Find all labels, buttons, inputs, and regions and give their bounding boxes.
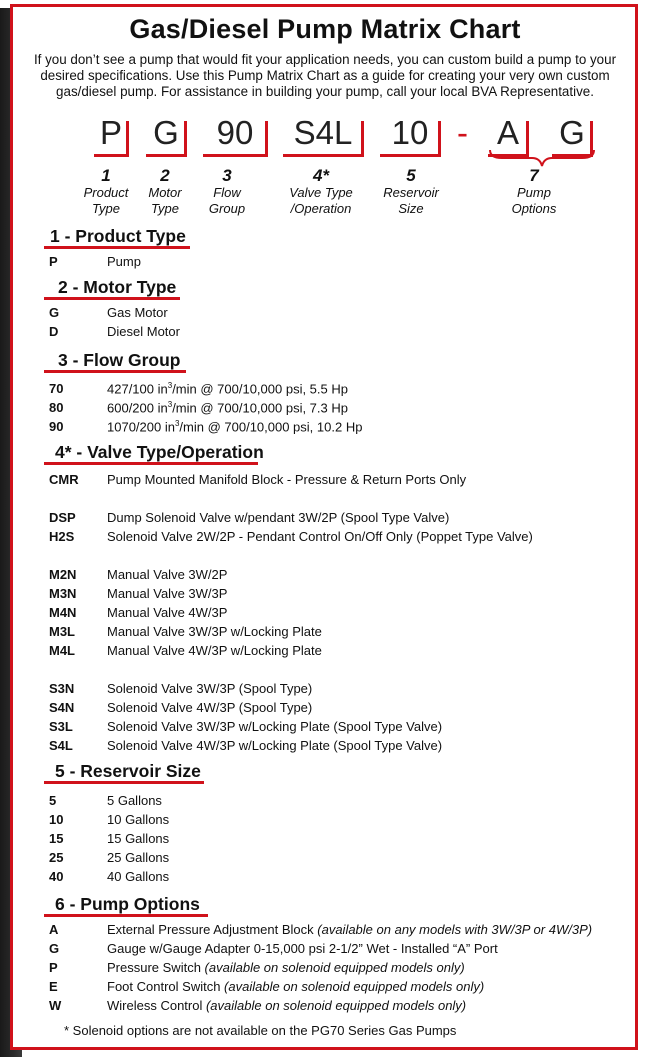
list-item: M4L Manual Valve 4W/3P w/Locking Plate — [49, 643, 322, 658]
code-motor-type — [146, 113, 186, 153]
legend-reservoir-size: 5 Reservoir Size — [383, 166, 439, 216]
code-reservoir-size — [380, 113, 440, 153]
section-underline — [44, 246, 190, 249]
list-item: 25 25 Gallons — [49, 850, 170, 865]
list-item: 90 1070/200 $in^3/\min$ @ 700/10,000 psi, 10.2 Hp — [49, 419, 363, 435]
list-item: DSP Dump Solenoid Valve w/pendant 3W/2P (Spool Type Valve) — [49, 510, 450, 525]
code-reservoir-size-value: 10 — [391, 114, 429, 151]
list-item: P Pressure Switch (available on solenoid equipped models only) — [49, 960, 465, 975]
section-underline — [44, 297, 180, 300]
list-item: 10 10 Gallons — [49, 812, 170, 827]
list-item: M2N Manual Valve 3W/2P — [49, 567, 228, 582]
list-item: M3L Manual Valve 3W/3P w/Locking Plate — [49, 624, 322, 639]
code-motor-type-value: G — [153, 114, 179, 151]
section-underline — [44, 781, 204, 784]
code-option-a — [488, 113, 528, 153]
list-item: M3N Manual Valve 3W/3P — [49, 586, 228, 601]
intro-text: If you don’t see a pump that would fit your application needs, you can custom build a pump to your desired specifications. Use this Pump Matrix Chart as a guide for creating your very own custom gas/diesel pump. For assistance in building your pump, call your local BVA Representative. — [33, 52, 617, 99]
section-title-reservoir-size: 5 - Reservoir Size — [55, 761, 201, 781]
legend-motor-type: 2 Motor Type — [148, 166, 182, 216]
legend-valve-type: 4* Valve Type /Operation — [289, 166, 353, 216]
list-item: S3N Solenoid Valve 3W/3P (Spool Type) — [49, 681, 313, 696]
list-item: 5 5 Gallons — [49, 793, 162, 808]
section-underline — [44, 462, 258, 465]
section-underline — [44, 914, 208, 917]
page-title: Gas/Diesel Pump Matrix Chart — [129, 14, 521, 44]
legend-pump-options: 7 Pump Options — [511, 166, 557, 216]
legend-product-type: 1 Product Type — [83, 166, 129, 216]
list-item: CMR Pump Mounted Manifold Block - Pressure & Return Ports Only — [49, 472, 467, 487]
list-item: H2S Solenoid Valve 2W/2P - Pendant Control On/Off Only (Poppet Type Valve) — [49, 529, 533, 544]
code-separator-dash: - — [457, 114, 468, 151]
list-item: W Wireless Control (available on solenoid equipped models only) — [49, 998, 467, 1013]
list-item: D Diesel Motor — [49, 324, 180, 339]
section-title-product-type: 1 - Product Type — [50, 226, 186, 246]
list-item: S3L Solenoid Valve 3W/3P w/Locking Plate (Spool Type Valve) — [49, 719, 443, 734]
list-item: 15 15 Gallons — [49, 831, 170, 846]
section-title-flow-group: 3 - Flow Group — [58, 350, 181, 370]
list-item: P Pump — [49, 254, 141, 269]
footnote: * Solenoid options are not available on the PG70 Series Gas Pumps — [64, 1023, 457, 1038]
code-valve-type — [283, 113, 363, 153]
code-option-g-value: G — [559, 114, 585, 151]
code-flow-group — [203, 113, 267, 153]
legend-flow-group: 3 Flow Group — [208, 166, 246, 216]
code-option-a-value: A — [496, 114, 519, 151]
section-title-valve-type: 4* - Valve Type/Operation — [55, 442, 264, 462]
section-title-motor-type: 2 - Motor Type — [58, 277, 177, 297]
code-option-g — [552, 113, 592, 153]
code-product-type — [94, 113, 128, 153]
code-valve-type-value: S4L — [293, 114, 353, 151]
list-item: G Gas Motor — [49, 305, 168, 320]
list-item: G Gauge w/Gauge Adapter 0-15,000 psi 2-1/2” Wet - Installed “A” Port — [49, 941, 498, 956]
code-product-type-value: P — [99, 114, 122, 151]
list-item: 80 600/200 $in^3/\min$ @ 700/10,000 psi, 7.3 Hp — [49, 400, 348, 416]
list-item: 70 427/100 $in^3/\min$ @ 700/10,000 psi, 5.5 Hp — [49, 381, 348, 397]
code-flow-group-value: 90 — [216, 114, 254, 151]
list-item: E Foot Control Switch (available on solenoid equipped models only) — [49, 979, 485, 994]
list-item: M4N Manual Valve 4W/3P — [49, 605, 228, 620]
section-underline — [44, 370, 186, 373]
section-title-pump-options: 6 - Pump Options — [55, 894, 200, 914]
list-item: 40 40 Gallons — [49, 869, 170, 884]
list-item: S4L Solenoid Valve 4W/3P w/Locking Plate (Spool Type Valve) — [49, 738, 443, 753]
list-item: S4N Solenoid Valve 4W/3P (Spool Type) — [49, 700, 313, 715]
list-item: A External Pressure Adjustment Block (available on any models with 3W/3P or 4W/3P) — [49, 922, 593, 937]
options-brace-icon — [488, 148, 596, 168]
